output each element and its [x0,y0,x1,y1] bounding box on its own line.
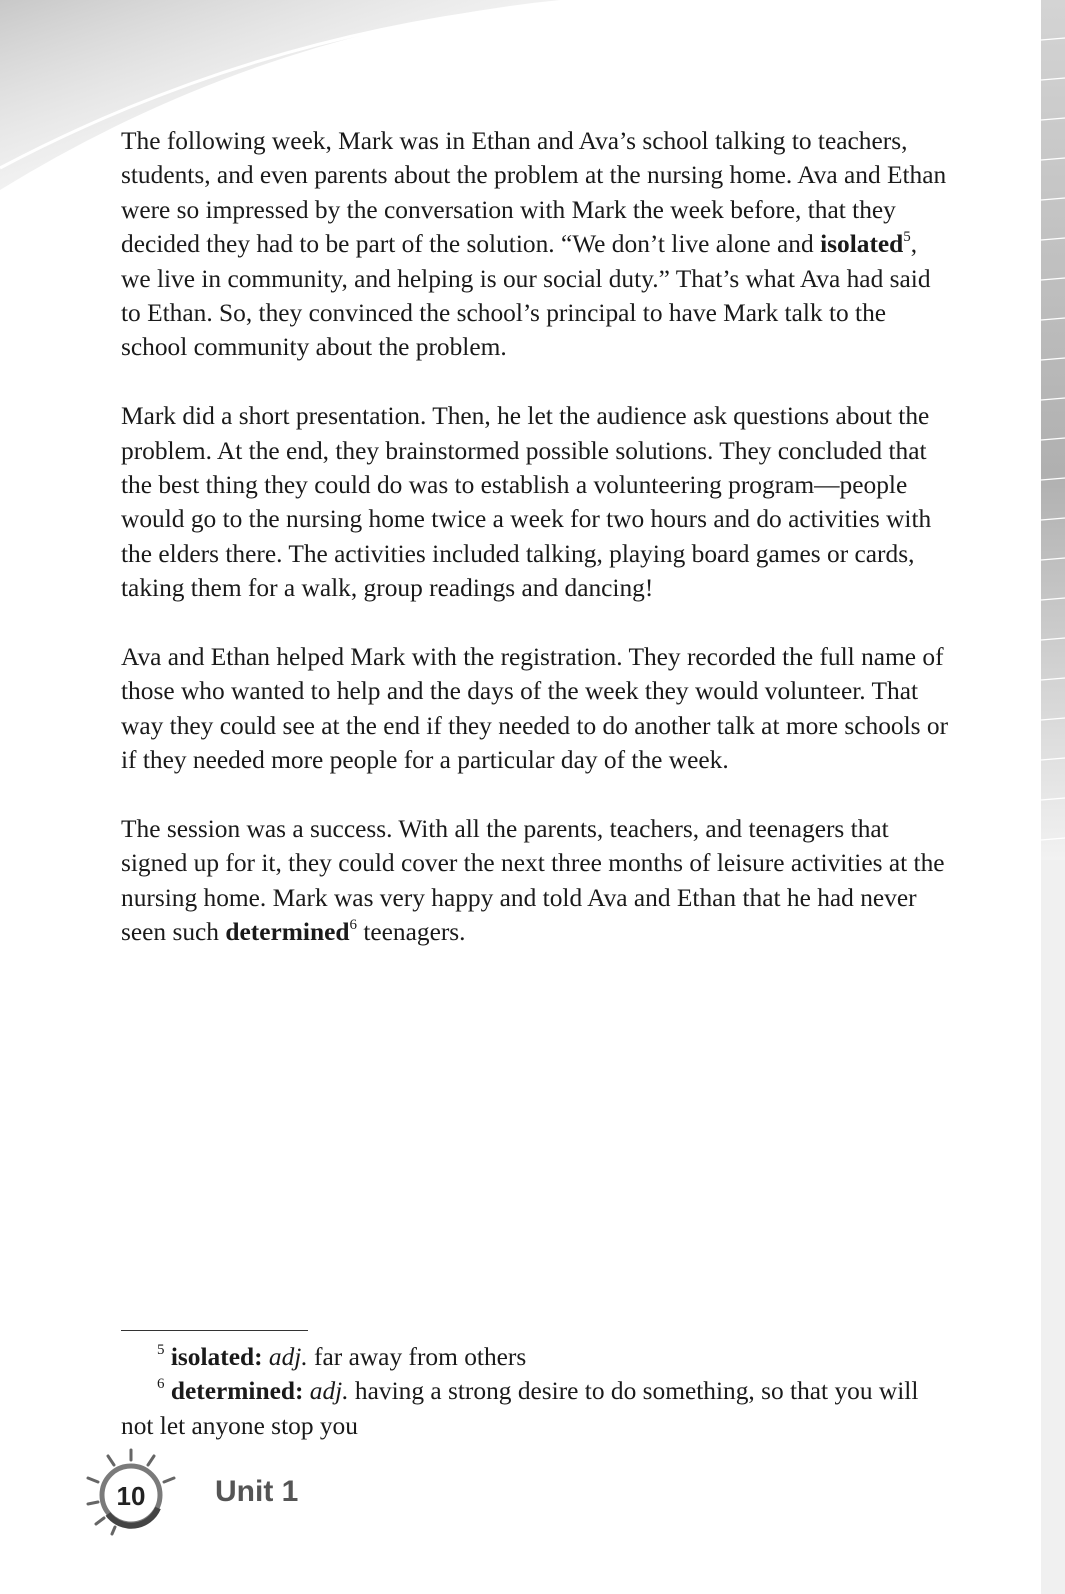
footnote-divider [121,1330,308,1331]
footnote-ref: 6 [349,916,357,933]
part-of-speech: adj. [309,1377,349,1406]
page-number: 10 [116,1481,146,1511]
paragraph: Mark did a short presentation. Then, he let the audience ask questions about the problem. At the end, they brainstormed possible solutions. They concluded that the best thing they could do was to establish a volunteering program—people would go to the nursing home twice a week for two hours and do activities with the elders there. The activities included talking, playing board games or cards, taking them for a walk, group readings and dancing! [121,402,932,603]
paragraph-text: The session was a success. With all the parents, teachers, and teenagers that signed up for it, they could cover the next three months of leisure activities at the nursing home. Mark was very happy and told Ava and Ethan that he had never seen such [121,815,945,947]
footnote-definition: having a strong desire to do something, so that you will not let anyone stop you [121,1377,919,1440]
footnote [121,1374,951,1443]
vocab-term: determined [225,918,350,947]
paragraph-text: The following week, Mark was in Ethan and Ava’s school talking to teachers, students, and even parents about the problem at the nursing home. Ava and Ethan were so impressed by the conversation with Mark the week before, that they decided they had to be part of the solution. “We don’t live alone and [121,127,947,259]
unit-label: Unit 1 [215,1475,299,1508]
story-text [121,124,951,984]
paragraph [121,812,951,950]
footnote-term: determined: [170,1377,304,1406]
vocab-term: isolated [820,230,904,259]
part-of-speech: adj. [268,1343,308,1371]
paragraph: Ava and Ethan helped Mark with the registration. They recorded the full name of those who wanted to help and the days of the week they would volunteer. That way they could see at the end if they needed to do another talk at more schools or if they needed more people for a particular day of the week. [121,643,949,775]
footnote-term: isolated: [170,1343,263,1371]
footnote [121,1340,951,1374]
paragraph-text: , we live in community, and helping is our social duty.” That’s what Ava had said to Ethan. So, they convinced the school’s principal to have Mark talk to the school community about the problem. [121,230,931,362]
paragraph-text: teenagers. [356,918,466,947]
footnote-number: 6 [157,1375,165,1392]
footnote-definition: far away from others [307,1343,527,1371]
footnote-ref: 5 [903,228,911,245]
side-tab-decoration [1041,0,1065,1594]
footnotes [121,1340,951,1443]
footnote-number: 5 [157,1341,165,1358]
paragraph [121,124,951,365]
